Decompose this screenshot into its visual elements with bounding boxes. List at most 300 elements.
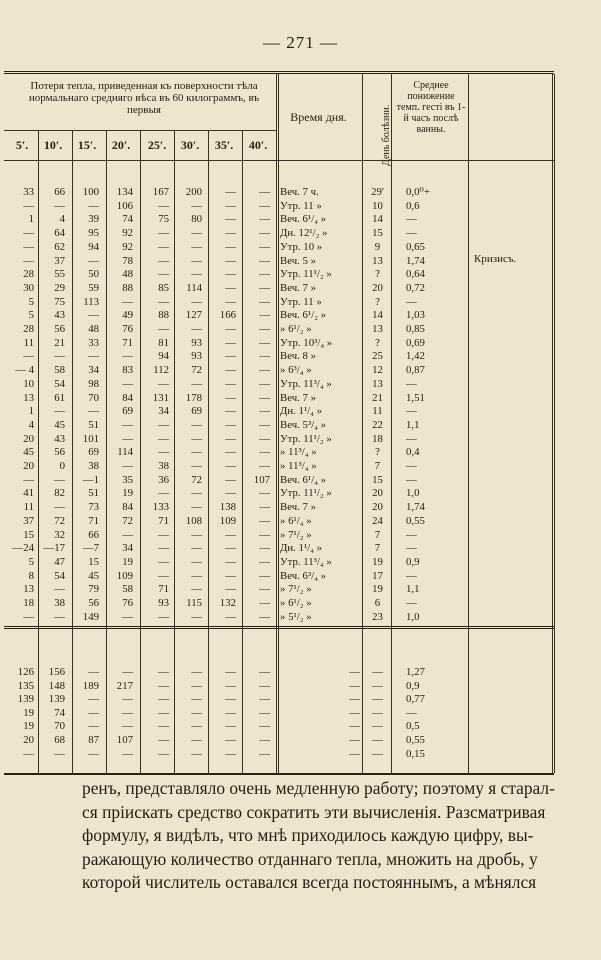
time-cell: — xyxy=(349,734,360,746)
data-table xyxy=(4,71,554,775)
table-cell: — xyxy=(158,528,169,541)
avg-drop-cell: 1,51 xyxy=(406,391,425,404)
table-cell: 112 xyxy=(153,364,169,377)
table-cell: — xyxy=(225,227,236,240)
table-cell: 101 xyxy=(82,432,99,445)
table-cell: 33 xyxy=(23,186,34,198)
table-cell: 113 xyxy=(83,295,99,308)
table-cell: 19 xyxy=(122,555,133,568)
time-cell: — xyxy=(349,693,360,706)
table-cell: — xyxy=(225,666,236,678)
table-cell: 19 xyxy=(23,720,34,733)
table-cell: — xyxy=(259,254,270,267)
table-cell: 1 xyxy=(28,405,34,418)
table-cell: — xyxy=(259,213,270,226)
header-time-of-day: Время дня. xyxy=(290,110,347,124)
table-cell: 11 xyxy=(23,336,34,349)
table-cell: — xyxy=(225,528,236,541)
table-cell: 4 xyxy=(59,213,65,226)
table-cell: — xyxy=(225,747,236,760)
table-cell: 93 xyxy=(158,597,169,609)
table-cell: — xyxy=(259,336,270,349)
table-cell: 51 xyxy=(88,418,99,431)
table-cell: 71 xyxy=(122,336,133,349)
time-cell: » 6³/₄ » xyxy=(280,364,312,377)
table-cell: — xyxy=(158,432,169,445)
table-cell: — xyxy=(191,528,202,541)
avg-drop-cell: — xyxy=(406,706,417,719)
table-cell: — xyxy=(54,610,65,623)
table-cell: 61 xyxy=(54,391,65,404)
table-cell: 135 xyxy=(17,679,34,692)
time-cell: » 7¹/₂ » xyxy=(280,583,312,596)
table-cell: — xyxy=(225,377,236,390)
table-cell: — xyxy=(158,610,169,623)
table-cell: — xyxy=(259,514,270,527)
avg-drop-cell: — xyxy=(406,405,417,418)
table-cell: — xyxy=(88,693,99,706)
table-cell: — xyxy=(122,610,133,623)
table-cell: — xyxy=(259,391,270,404)
table-cell: 72 xyxy=(122,514,133,527)
table-cell: — xyxy=(225,254,236,267)
table-cell: 200 xyxy=(185,186,202,198)
table-cell: 83 xyxy=(122,364,133,377)
table-cell: — xyxy=(225,295,236,308)
table-cell: 133 xyxy=(152,501,169,514)
avg-drop-cell: 0,87 xyxy=(406,364,425,377)
table-cell: — xyxy=(88,720,99,733)
table-cell: — xyxy=(225,542,236,555)
table-cell: — xyxy=(259,377,270,390)
table-cell: 8 xyxy=(28,569,34,582)
day-cell: 20 xyxy=(372,281,383,294)
table-cell: — xyxy=(54,199,65,212)
table-cell: — xyxy=(225,213,236,226)
time-cell: » 6¹/₂ » xyxy=(280,323,312,335)
table-cell: — xyxy=(191,666,202,678)
table-cell: — xyxy=(225,199,236,212)
table-cell: — xyxy=(259,186,270,198)
table-cell: 58 xyxy=(54,364,65,377)
table-cell: — xyxy=(259,542,270,555)
time-cell: — xyxy=(349,666,360,678)
avg-drop-cell: 0,69 xyxy=(406,336,425,349)
table-cell: 149 xyxy=(82,610,99,623)
table-cell: — xyxy=(54,350,65,363)
table-cell: 109 xyxy=(116,569,133,582)
table-cell: — xyxy=(158,720,169,733)
avg-drop-cell: — xyxy=(406,213,417,226)
table-cell: 32 xyxy=(54,528,65,541)
table-cell: — xyxy=(259,240,270,253)
day-cell: 13 xyxy=(372,323,383,335)
table-cell: — xyxy=(158,240,169,253)
table-cell: — xyxy=(158,679,169,692)
avg-drop-cell: — xyxy=(406,569,417,582)
table-cell: — xyxy=(158,446,169,459)
day-cell: 15 xyxy=(372,473,383,486)
table-cell: 71 xyxy=(88,514,99,527)
table-cell: — xyxy=(191,240,202,253)
table-cell: 10 xyxy=(23,377,34,390)
table-cell: — xyxy=(191,446,202,459)
table-cell: 13 xyxy=(23,583,34,596)
table-cell: 138 xyxy=(219,501,236,514)
table-cell: 35 xyxy=(122,473,133,486)
table-cell: — xyxy=(122,460,133,472)
table-cell: 51 xyxy=(88,487,99,500)
table-cell: — xyxy=(191,569,202,582)
table-cell: 69 xyxy=(122,405,133,418)
time-cell: — xyxy=(349,720,360,733)
avg-drop-cell: 1,0 xyxy=(406,610,420,623)
day-cell: 10 xyxy=(372,199,383,212)
table-cell: 34 xyxy=(122,542,133,555)
table-cell: 106 xyxy=(116,199,133,212)
day-cell: — xyxy=(372,666,383,678)
time-cell: Дн. 1¹/₄ » xyxy=(280,405,323,418)
time-cell: Утр. 11 » xyxy=(280,199,322,212)
table-cell: — xyxy=(225,186,236,198)
table-cell: 93 xyxy=(191,336,202,349)
table-cell: — xyxy=(191,747,202,760)
table-cell: 38 xyxy=(158,460,169,472)
table-cell: 74 xyxy=(54,706,65,719)
table-cell: 28 xyxy=(23,323,34,335)
table-cell: — xyxy=(23,199,34,212)
table-cell: — xyxy=(191,610,202,623)
table-cell: 48 xyxy=(88,323,99,335)
table-cell: — xyxy=(259,418,270,431)
table-cell: 107 xyxy=(116,734,133,746)
vline-avg-left xyxy=(391,74,392,773)
table-cell: 4 xyxy=(28,418,34,431)
table-cell: — xyxy=(158,734,169,746)
time-cell: Веч. 6¹/₄ » xyxy=(280,473,327,486)
table-cell: — xyxy=(191,693,202,706)
table-cell: 54 xyxy=(54,569,65,582)
table-cell: 59 xyxy=(88,281,99,294)
table-cell: — xyxy=(158,377,169,390)
table-cell: — xyxy=(259,227,270,240)
day-cell: ? xyxy=(375,268,380,281)
table-cell: — xyxy=(191,460,202,472)
table-cell: — xyxy=(158,542,169,555)
day-cell: 12 xyxy=(372,364,383,377)
table-cell: — xyxy=(259,405,270,418)
table-cell: — xyxy=(259,432,270,445)
time-cell: Дн. 1¹/₄ » xyxy=(280,542,323,555)
table-cell: — xyxy=(191,734,202,746)
table-cell: 30 xyxy=(23,281,34,294)
table-cell: 98 xyxy=(88,377,99,390)
time-cell: Утр. 10³/₄ » xyxy=(280,336,333,349)
table-cell: — xyxy=(158,199,169,212)
table-cell: — xyxy=(122,528,133,541)
table-cell: — xyxy=(88,405,99,418)
vline-avg-right xyxy=(468,74,469,773)
table-cell: — xyxy=(225,610,236,623)
table-cell: — xyxy=(225,350,236,363)
table-cell: 115 xyxy=(186,597,202,609)
table-cell: — xyxy=(225,555,236,568)
table-cell: 62 xyxy=(54,240,65,253)
body-text-line: ражающую количество отданнаго тепла, множить на дробь, у xyxy=(82,848,538,869)
avg-drop-cell: — xyxy=(406,227,417,240)
table-cell: 85 xyxy=(158,281,169,294)
table-cell: 70 xyxy=(88,391,99,404)
table-cell: — xyxy=(225,268,236,281)
table-cell: 45 xyxy=(23,446,34,459)
table-cell: 69 xyxy=(191,405,202,418)
table-cell: — xyxy=(158,418,169,431)
table-cell: — xyxy=(259,281,270,294)
day-cell: — xyxy=(372,747,383,760)
table-cell: — xyxy=(54,583,65,596)
table-cell: — xyxy=(259,487,270,500)
table-cell: — xyxy=(259,323,270,335)
table-cell: — xyxy=(225,693,236,706)
table-cell: — xyxy=(191,487,202,500)
day-cell: 19 xyxy=(372,555,383,568)
minute-col-header: 30′. xyxy=(180,138,200,152)
header-group-title: Потеря тепла, приведенная къ поверхности тѣла нормальнаго средняго вѣса въ 60 килограммъ, въ первыя xyxy=(28,80,260,116)
table-cell: — xyxy=(225,706,236,719)
table-cell: — xyxy=(259,569,270,582)
vline-day-left xyxy=(362,74,363,773)
time-cell: Утр. 11³/₄ » xyxy=(280,555,332,568)
table-cell: — xyxy=(259,597,270,609)
table-cell: 72 xyxy=(191,364,202,377)
table-cell: — xyxy=(88,747,99,760)
table-cell: — xyxy=(158,569,169,582)
table-cell: 217 xyxy=(116,679,133,692)
avg-drop-cell: 0,77 xyxy=(406,693,425,706)
table-cell: 107 xyxy=(253,473,270,486)
table-cell: —1 xyxy=(82,473,99,486)
avg-drop-cell: 1,42 xyxy=(406,350,425,363)
table-cell: 75 xyxy=(54,295,65,308)
table-cell: — xyxy=(225,336,236,349)
avg-drop-cell: 0,55 xyxy=(406,734,425,746)
table-cell: 131 xyxy=(152,391,169,404)
table-cell: —7 xyxy=(82,542,99,555)
table-cell: — xyxy=(259,706,270,719)
table-cell: 20 xyxy=(23,460,34,472)
time-cell: Веч. 5 » xyxy=(280,254,317,267)
table-cell: 38 xyxy=(54,597,65,609)
table-cell: — xyxy=(225,364,236,377)
day-cell: 15 xyxy=(372,227,383,240)
hline-section-break xyxy=(4,626,554,629)
time-cell: Утр. 11¹/₂ » xyxy=(280,432,332,445)
time-cell: Веч. 7 » xyxy=(280,391,317,404)
table-cell: — xyxy=(259,693,270,706)
body-text xyxy=(82,777,557,895)
time-cell: Веч. 6³/₄ » xyxy=(280,569,327,582)
avg-drop-cell: — xyxy=(406,597,417,609)
table-cell: 47 xyxy=(54,555,65,568)
table-cell: — xyxy=(259,199,270,212)
table-cell: — xyxy=(158,747,169,760)
table-cell: 88 xyxy=(122,281,133,294)
vline-table-right xyxy=(552,74,555,773)
time-cell: Веч. 7 » xyxy=(280,501,317,514)
day-cell: 21 xyxy=(372,391,383,404)
minute-col-header: 10′. xyxy=(43,138,63,152)
table-cell: — xyxy=(88,199,99,212)
time-cell: Веч. 8 » xyxy=(280,350,317,363)
table-cell: 56 xyxy=(54,323,65,335)
table-cell: 78 xyxy=(122,254,133,267)
hline-header-bottom xyxy=(4,160,554,161)
table-cell: 43 xyxy=(54,432,65,445)
table-cell: 73 xyxy=(88,501,99,514)
table-cell: 18 xyxy=(23,597,34,609)
table-cell: 100 xyxy=(82,186,99,198)
time-cell: » 7¹/₂ » xyxy=(280,528,312,541)
table-cell: — xyxy=(191,295,202,308)
day-cell: 29' xyxy=(371,186,384,198)
avg-drop-cell: — xyxy=(406,542,417,555)
day-cell: 19 xyxy=(372,583,383,596)
time-cell: » 6¹/₄ » xyxy=(280,514,312,527)
table-cell: 74 xyxy=(122,213,133,226)
table-cell: — xyxy=(191,432,202,445)
table-cell: 43 xyxy=(54,309,65,322)
table-cell: 66 xyxy=(54,186,65,198)
avg-drop-cell: 1,74 xyxy=(406,501,425,514)
table-cell: 49 xyxy=(122,309,133,322)
time-cell: Утр. 10 » xyxy=(280,240,323,253)
table-cell: 37 xyxy=(23,514,34,527)
table-cell: — xyxy=(259,610,270,623)
table-cell: — xyxy=(158,693,169,706)
avg-drop-cell: 0,9 xyxy=(406,555,420,568)
table-cell: 72 xyxy=(54,514,65,527)
avg-drop-cell: 0,0⁰+ xyxy=(406,186,430,198)
day-cell: — xyxy=(372,720,383,733)
day-cell: 24 xyxy=(372,514,383,527)
time-cell: Утр. 11¹/₂ » xyxy=(280,487,332,500)
table-cell: — xyxy=(191,542,202,555)
vline-time-left xyxy=(276,74,279,773)
table-cell: — xyxy=(122,295,133,308)
body-text-line: ся пріискать средство сократить эти вычисленія. Разсматривая xyxy=(82,801,546,822)
table-cell: 139 xyxy=(17,693,34,706)
table-cell: — xyxy=(88,350,99,363)
time-cell: Утр. 11¹/₂ » xyxy=(280,268,332,281)
table-cell: 109 xyxy=(219,514,236,527)
avg-drop-cell: 0,9 xyxy=(406,679,420,692)
minute-col-header: 15′. xyxy=(77,138,97,152)
table-cell: — xyxy=(225,323,236,335)
table-cell: — xyxy=(191,418,202,431)
day-cell: 20 xyxy=(372,501,383,514)
table-cell: 167 xyxy=(152,186,169,198)
table-cell: 45 xyxy=(88,569,99,582)
table-cell: — xyxy=(191,679,202,692)
body-text-line: формулу, я видѣлъ, что мнѣ приходилось каждую цифру, вы- xyxy=(82,825,534,845)
table-cell: — xyxy=(158,254,169,267)
table-cell: — xyxy=(158,666,169,678)
avg-drop-cell: — xyxy=(406,432,417,445)
header-day-of-disease: День болѣзни. xyxy=(381,104,392,166)
avg-drop-cell: 0,5 xyxy=(406,720,420,733)
table-cell: — xyxy=(158,227,169,240)
table-cell: — xyxy=(259,734,270,746)
table-cell: — xyxy=(225,405,236,418)
table-cell: — xyxy=(225,720,236,733)
table-cell: — xyxy=(225,391,236,404)
table-cell: — xyxy=(23,610,34,623)
time-cell: — xyxy=(349,679,360,692)
table-cell: — xyxy=(225,446,236,459)
day-cell: 13 xyxy=(372,377,383,390)
table-cell: — xyxy=(259,446,270,459)
table-cell: — xyxy=(54,501,65,514)
table-cell: 114 xyxy=(117,446,133,459)
time-cell: — xyxy=(349,747,360,760)
time-cell: » 5¹/₂ » xyxy=(280,610,312,623)
table-cell: 56 xyxy=(88,597,99,609)
table-cell: 58 xyxy=(122,583,133,596)
table-cell: 5 xyxy=(28,295,34,308)
table-cell: 87 xyxy=(88,734,99,746)
table-cell: 92 xyxy=(122,240,133,253)
table-cell: 82 xyxy=(54,487,65,500)
table-cell: — xyxy=(122,377,133,390)
table-cell: — xyxy=(225,473,236,486)
table-cell: 88 xyxy=(158,309,169,322)
table-cell: — xyxy=(191,720,202,733)
table-cell: — xyxy=(122,706,133,719)
time-cell: Веч. 7 ч. xyxy=(280,186,319,198)
table-cell: — xyxy=(122,720,133,733)
table-cell: — xyxy=(122,666,133,678)
time-cell: Веч. 5³/₄ » xyxy=(280,418,327,431)
table-cell: 127 xyxy=(185,309,202,322)
table-cell: 39 xyxy=(88,213,99,226)
table-cell: — xyxy=(259,720,270,733)
day-cell: — xyxy=(372,679,383,692)
avg-drop-cell: 1,03 xyxy=(406,309,425,322)
table-cell: 41 xyxy=(23,487,34,500)
avg-drop-cell: 0,15 xyxy=(406,747,425,760)
avg-drop-cell: 0,64 xyxy=(406,268,425,281)
day-cell: ? xyxy=(375,336,380,349)
avg-drop-cell: 1,1 xyxy=(406,583,420,596)
table-cell: — xyxy=(225,569,236,582)
table-cell: 13 xyxy=(23,391,34,404)
table-cell: — xyxy=(191,501,202,514)
table-cell: — xyxy=(54,405,65,418)
day-cell: 7 xyxy=(374,460,381,472)
avg-drop-cell: 0,72 xyxy=(406,281,425,294)
avg-drop-cell: — xyxy=(406,473,417,486)
body-text-line: ренъ, представляло очень медленную работу; поэтому я старал- xyxy=(82,778,555,798)
table-cell: 54 xyxy=(54,377,65,390)
day-cell: 14 xyxy=(372,213,383,226)
avg-drop-cell: — xyxy=(406,377,417,390)
table-cell: — xyxy=(191,254,202,267)
avg-drop-cell: — xyxy=(406,295,417,308)
day-cell: 6 xyxy=(374,597,381,609)
table-cell: 76 xyxy=(122,597,133,609)
table-cell: 38 xyxy=(88,460,99,472)
time-cell: Утр. 11³/₄ » xyxy=(280,377,332,390)
